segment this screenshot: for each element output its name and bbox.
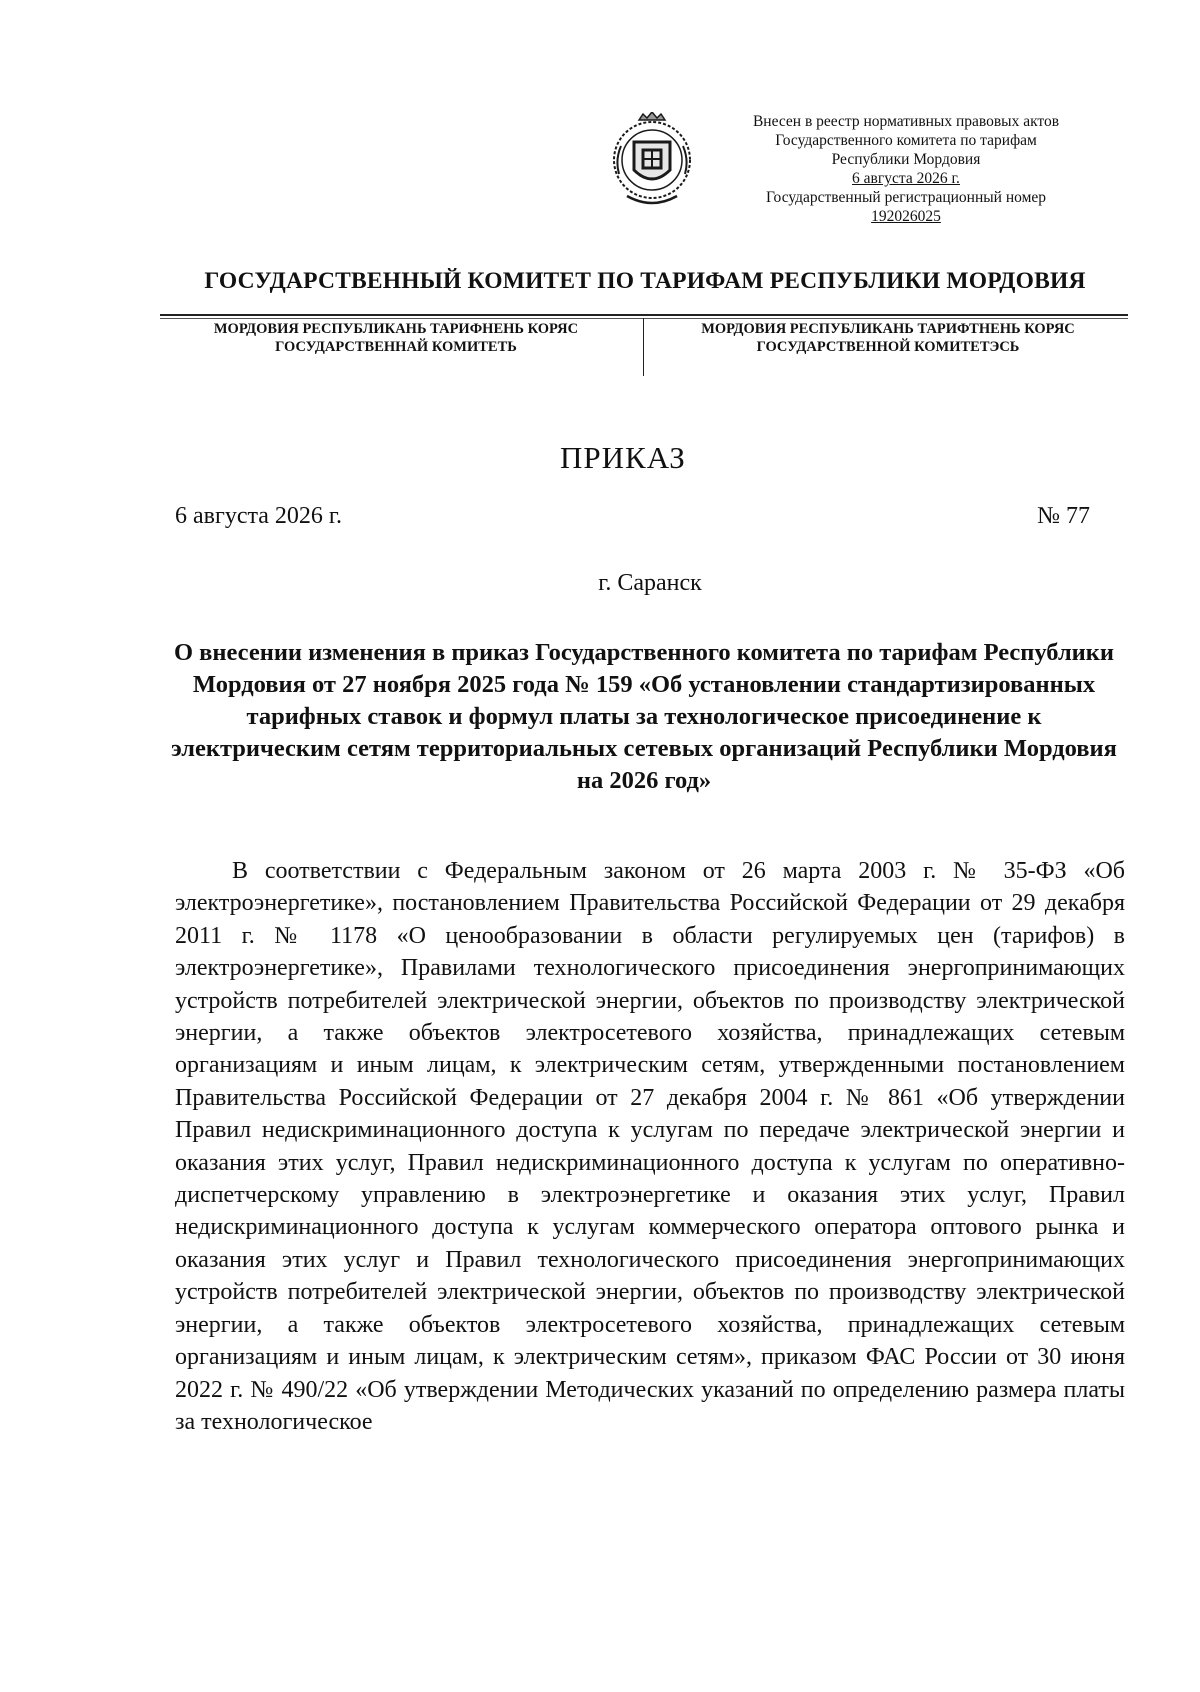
registry-date: 6 августа 2026 г. (852, 170, 960, 187)
subtitle-left-line-1: МОРДОВИЯ РЕСПУБЛИКАНЬ ТАРИФНЕНЬ КОРЯС (213, 321, 579, 337)
document-type: ПРИКАЗ (560, 440, 686, 475)
subtitle-right-line-1: МОРДОВИЯ РЕСПУБЛИКАНЬ ТАРИФТНЕНЬ КОРЯС (701, 321, 1075, 337)
registry-line-2: Государственного комитета по тарифам (775, 132, 1037, 149)
organization-title: ГОСУДАРСТВЕННЫЙ КОМИТЕТ ПО ТАРИФАМ РЕСПУБЛИКИ МОРДОВИЯ (204, 268, 1086, 294)
registry-line-5: Государственный регистрационный номер (765, 189, 1047, 206)
subtitle-left-line-2: ГОСУДАРСТВЕННАЙ КОМИТЕТЬ (275, 339, 517, 355)
subtitle-divider (643, 318, 644, 376)
registry-line-3: Республики Мордовия (831, 151, 981, 168)
registry-line-1: Внесен в реестр нормативных правовых актов (752, 113, 1060, 130)
subtitle-right (650, 320, 1126, 356)
subtitle-left (160, 320, 632, 356)
header-rule (160, 314, 1128, 316)
document-city: г. Саранск (598, 570, 702, 596)
body-paragraph: В соответствии с Федеральным законом от 26 марта 2003 г. № 35-ФЗ «Об электроэнергетике», постановлением Правительства Российской Федерации от 29 декабря 2011 г. № 1178 «О ценообразовании в области регулируемых цен (тарифов) в электроэнергетике», Правилами технологического присоединения энергопринимающих устройств потребителей электрической энергии, объектов по производству электрической энергии, а также объектов электросетевого хозяйства, принадлежащих сетевым организациям и иным лицам, к электрическим сетям, утвержденными постановлением Правительства Российской Федерации от 27 декабря 2004 г. № 861 «Об утверждении Правил недискриминационного доступа к услугам по передаче электрической энергии и оказания этих услуг, Правил недискриминационного доступа к услугам по оперативно-диспетчерскому управлению в электроэнергетике и оказания этих услуг, Правил недискриминационного доступа к услугам коммерческого оператора оптового рынка и оказания этих услуг и Правил технологического присоединения энергопринимающих устройств потребителей электрической энергии, объектов по производству электрической энергии, а также объектов электросетевого хозяйства, принадлежащих сетевым организациям и иным лицам, к электрическим сетям», приказом ФАС России от 30 июня 2022 г. № 490/22 «Об утверждении Методических указаний по определению размера платы за технологическое (175, 858, 1125, 1435)
header-rule-thin (160, 318, 1128, 319)
subtitle-right-line-2: ГОСУДАРСТВЕННОЙ КОМИТЕТЭСЬ (756, 339, 1020, 355)
document-heading: О внесении изменения в приказ Государственного комитета по тарифам Республики Мордовия от 27 ноября 2025 года № 159 «Об установлении стандартизированных тарифных ставок и формул платы за технологическое присоединение к электрическим сетям территориальных сетевых организаций Республики Мордовия на 2026 год» (171, 639, 1117, 794)
registry-note (728, 112, 1084, 226)
document-number: № 77 (1037, 503, 1090, 529)
registry-number: 192026025 (871, 208, 941, 225)
coat-of-arms-icon (607, 112, 697, 212)
document-date: 6 августа 2026 г. (175, 503, 343, 529)
